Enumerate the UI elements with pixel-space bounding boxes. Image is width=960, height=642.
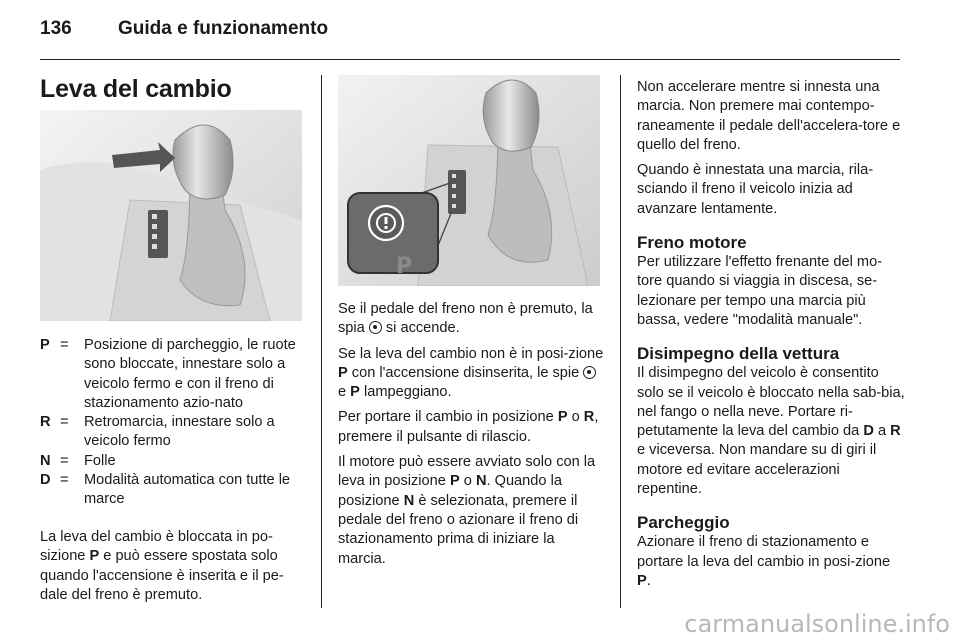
brake-lamp-photo: [338, 75, 600, 286]
legend-separator: =: [60, 452, 69, 469]
legend-text: Modalità automatica con tutte le marce: [84, 472, 291, 508]
legend-key: D: [40, 472, 51, 489]
legend-row-p: [40, 336, 304, 413]
page-number: 136: [40, 18, 72, 39]
parking-paragraph: Azionare il freno di stazionamento e portare la leva del cambio in posi-zione P.: [637, 534, 891, 589]
legend-separator: =: [60, 337, 69, 353]
legend-row-n: [40, 452, 304, 471]
legend-text: Retromarcia, innestare solo a veicolo fermo: [84, 414, 275, 450]
legend-text: Posizione di parcheggio, le ruote sono bloccate, innestare solo a veicolo fermo e con il freno di stazionamento azio-nato: [84, 337, 296, 411]
col1-paragraph: La leva del cambio è bloccata in po-sizione P e può essere spostata solo quando l'accensione è inserita e il pe-dale del freno è premuto.: [40, 529, 284, 603]
release-button-paragraph: Per portare il cambio in posizione P o R, premere il pulsante di rilascio.: [338, 409, 599, 445]
gear-position-legend: [40, 336, 304, 510]
column-divider-right: [620, 75, 621, 608]
brake-warning-lamp-icon: [369, 321, 382, 334]
ignition-paragraph: Se la leva del cambio non è in posi-zione P con l'accensione disinserita, le spie e P lampeggiano.: [338, 345, 604, 401]
engine-start-paragraph: Il motore può essere avviato solo con la leva in posizione P o N. Quando la posizione N è selezionata, premere il pedale del freno o azionare il freno di stazionamento prima di iniziare la marcia.: [338, 454, 596, 567]
engine-brake-paragraph: Per utilizzare l'effetto frenante del mo-tore quando si viaggia in discesa, se-lezionare per tempo una marcia più bassa, vedere "modalità manuale".: [637, 254, 883, 328]
legend-key: R: [40, 414, 51, 431]
col3-text: [637, 78, 905, 597]
gear-lever-photo: [40, 110, 302, 321]
heading-parcheggio: Parcheggio: [637, 513, 730, 533]
legend-text: Folle: [84, 452, 116, 469]
accelerate-warning-paragraph: Non accelerare mentre si innesta una marcia. Non premere mai contempo-raneamente il pedale dell'accelera-tore e quello del freno.: [637, 79, 901, 153]
legend-separator: =: [60, 472, 69, 489]
heading-disimpegno: Disimpegno della vettura: [637, 344, 840, 364]
section-title: Guida e funzionamento: [118, 18, 329, 39]
legend-row-d: [40, 471, 304, 510]
rocking-paragraph: Il disimpegno del veicolo è consentito solo se il veicolo è bloccato nella sab-bia, nel fango o nella neve. Portare ri-petutamente la leva del cambio da D a R e viceversa. Non mandare su di giri il motore ed evitare accelerazioni repentine.: [637, 365, 905, 498]
svg-text:P: P: [396, 254, 413, 279]
legend-row-r: [40, 413, 304, 452]
legend-key: N: [40, 452, 51, 469]
legend-separator: =: [60, 414, 69, 431]
brake-lamp-paragraph: Se il pedale del freno non è premuto, la spia si accende.: [338, 301, 593, 337]
legend-key: P: [40, 337, 50, 353]
page-heading: Leva del cambio: [40, 75, 232, 103]
creep-paragraph: Quando è innestata una marcia, rila-sciando il freno il veicolo inizia ad avanzare lentamente.: [637, 162, 874, 217]
header-rule: [40, 59, 900, 60]
col2-text: [338, 300, 604, 575]
heading-freno-motore: Freno motore: [637, 233, 747, 253]
column-divider-left: [321, 75, 322, 608]
watermark: carmanualsonline.info: [684, 610, 950, 638]
brake-warning-lamp-icon: [583, 366, 596, 379]
